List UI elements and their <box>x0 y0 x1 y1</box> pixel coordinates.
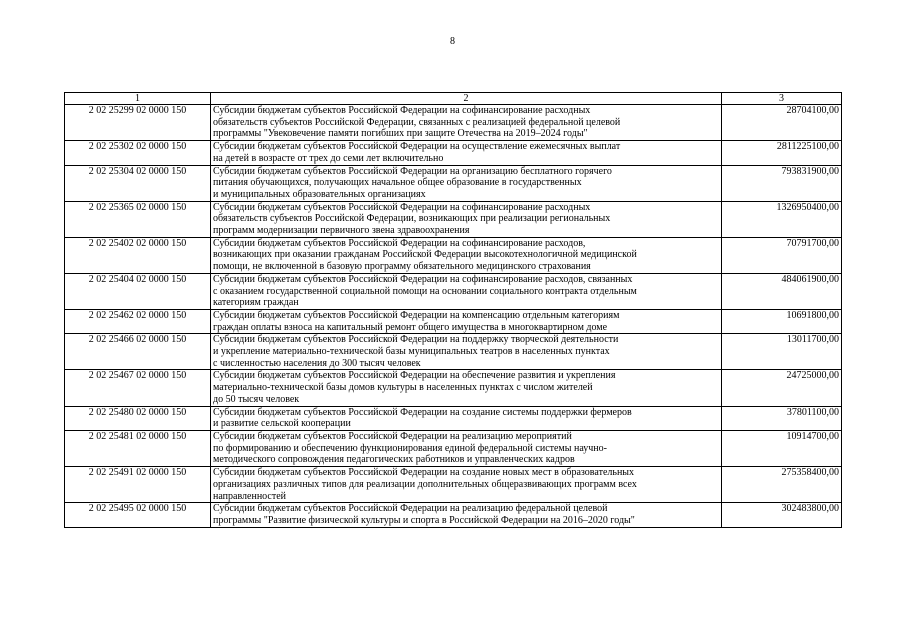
amount-cell: 37801100,00 <box>722 406 842 430</box>
budget-code-cell: 2 02 25491 02 0000 150 <box>65 467 211 503</box>
table-row <box>65 430 842 466</box>
table-row <box>65 370 842 406</box>
budget-code-cell: 2 02 25299 02 0000 150 <box>65 105 211 141</box>
description-cell: Субсидии бюджетам субъектов Российской Федерации на реализацию федеральной целевой программы "Развитие физической культуры и спорта в Российской Федерации на 2016–2020 годы" <box>211 503 722 527</box>
table-row <box>65 165 842 201</box>
description-cell: Субсидии бюджетам субъектов Российской Федерации на осуществление ежемесячных выплат на детей в возрасте от трех до семи лет включительно <box>211 141 722 165</box>
amount-cell: 24725000,00 <box>722 370 842 406</box>
budget-code-cell: 2 02 25495 02 0000 150 <box>65 503 211 527</box>
column-header-1: 1 <box>65 93 211 105</box>
description-cell: Субсидии бюджетам субъектов Российской Федерации на обеспечение развития и укрепления материально-технической базы домов культуры в населенных пунктах с числом жителей до 50 тысяч человек <box>211 370 722 406</box>
budget-code-cell: 2 02 25302 02 0000 150 <box>65 141 211 165</box>
description-cell: Субсидии бюджетам субъектов Российской Федерации на компенсацию отдельным категориям граждан оплаты взноса на капитальный ремонт общего имущества в многоквартирном доме <box>211 309 722 333</box>
table-row <box>65 406 842 430</box>
description-cell: Субсидии бюджетам субъектов Российской Федерации на создание системы поддержки фермеров и развитие сельской кооперации <box>211 406 722 430</box>
amount-cell: 10914700,00 <box>722 430 842 466</box>
amount-cell: 70791700,00 <box>722 237 842 273</box>
table-row <box>65 503 842 527</box>
amount-cell: 484061900,00 <box>722 273 842 309</box>
description-cell: Субсидии бюджетам субъектов Российской Федерации на софинансирование расходных обязательств субъектов Российской Федерации, связанных с реализацией федеральной целевой программы "Увековечение памяти погибших при защите Отечества на 2019–2024 годы" <box>211 105 722 141</box>
amount-cell: 13011700,00 <box>722 334 842 370</box>
amount-cell: 2811225100,00 <box>722 141 842 165</box>
table-row <box>65 201 842 237</box>
budget-code-cell: 2 02 25466 02 0000 150 <box>65 334 211 370</box>
table-row <box>65 273 842 309</box>
column-header-2: 2 <box>211 93 722 105</box>
table-header-row <box>65 93 842 105</box>
table-row <box>65 105 842 141</box>
budget-code-cell: 2 02 25467 02 0000 150 <box>65 370 211 406</box>
description-cell: Субсидии бюджетам субъектов Российской Федерации на софинансирование расходов, возникающих при оказании гражданам Российской Федерации высокотехнологичной медицинской помощи, не включенной в базовую программу обязательного медицинского страхования <box>211 237 722 273</box>
budget-code-cell: 2 02 25365 02 0000 150 <box>65 201 211 237</box>
budget-code-cell: 2 02 25481 02 0000 150 <box>65 430 211 466</box>
description-cell: Субсидии бюджетам субъектов Российской Федерации на софинансирование расходных обязательств субъектов Российской Федерации, возникающих при реализации региональных программ модернизации первичного звена здравоохранения <box>211 201 722 237</box>
budget-code-cell: 2 02 25304 02 0000 150 <box>65 165 211 201</box>
table-row <box>65 141 842 165</box>
amount-cell: 302483800,00 <box>722 503 842 527</box>
amount-cell: 10691800,00 <box>722 309 842 333</box>
table-row <box>65 334 842 370</box>
description-cell: Субсидии бюджетам субъектов Российской Федерации на организацию бесплатного горячего питания обучающихся, получающих начальное общее образование в государственных и муниципальных образовательных организациях <box>211 165 722 201</box>
amount-cell: 28704100,00 <box>722 105 842 141</box>
column-header-3: 3 <box>722 93 842 105</box>
budget-table <box>64 92 842 528</box>
budget-code-cell: 2 02 25404 02 0000 150 <box>65 273 211 309</box>
description-cell: Субсидии бюджетам субъектов Российской Федерации на реализацию мероприятий по формированию и обеспечению функционирования единой федеральной системы научно- методического сопровождения педагогических работников и управленческих кадров <box>211 430 722 466</box>
amount-cell: 275358400,00 <box>722 467 842 503</box>
amount-cell: 1326950400,00 <box>722 201 842 237</box>
table-row <box>65 467 842 503</box>
description-cell: Субсидии бюджетам субъектов Российской Федерации на софинансирование расходов, связанных с оказанием государственной социальной помощи на основании социального контракта отдельным категориям граждан <box>211 273 722 309</box>
budget-code-cell: 2 02 25462 02 0000 150 <box>65 309 211 333</box>
description-cell: Субсидии бюджетам субъектов Российской Федерации на создание новых мест в образовательных организациях различных типов для реализации дополнительных общеразвивающих программ всех направленностей <box>211 467 722 503</box>
budget-code-cell: 2 02 25402 02 0000 150 <box>65 237 211 273</box>
amount-cell: 793831900,00 <box>722 165 842 201</box>
page-number: 8 <box>450 36 455 47</box>
table-row <box>65 309 842 333</box>
budget-code-cell: 2 02 25480 02 0000 150 <box>65 406 211 430</box>
description-cell: Субсидии бюджетам субъектов Российской Федерации на поддержку творческой деятельности и укрепление материально-технической базы муниципальных театров в населенных пунктах с численностью населения до 300 тысяч человек <box>211 334 722 370</box>
table-row <box>65 237 842 273</box>
